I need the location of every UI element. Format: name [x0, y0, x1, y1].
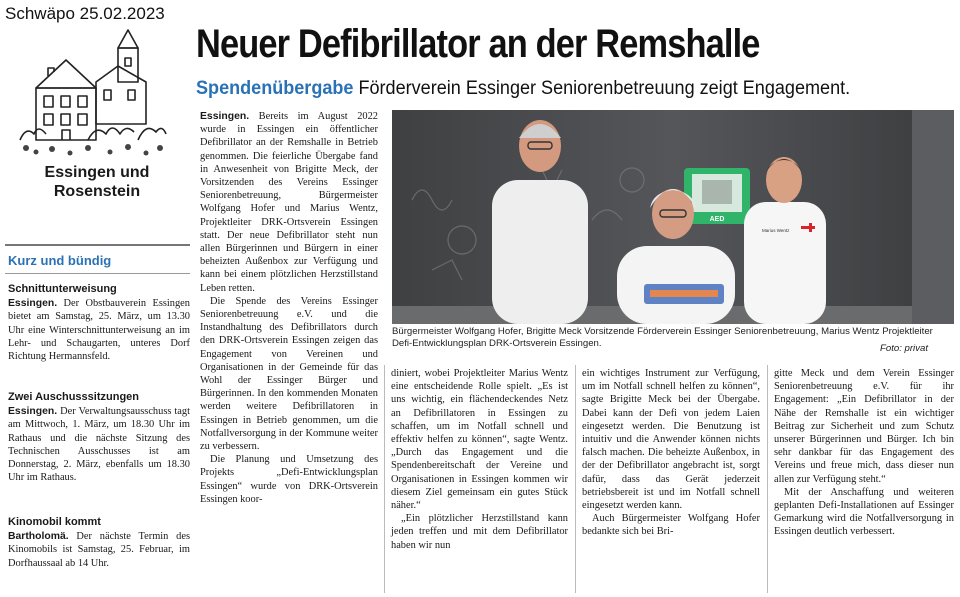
article-paragraph: ein wichtiges Instrument zur Verfügung, um im Notfall schnell helfen zu können“, sagte Brigitte Meck bei der Übergabe. Dabei kann der Defi von jedem Laien eingesetzt werden. Die Benutzung ist intuitiv und die Anwender können nichts falsch machen. Die beheizte Außenbox, in der der Defibrillator angebracht ist, sorgt dafür, dass das Gerät jederzeit betriebsbereit ist und im Notfall schnell eingesetzt werden kann. [582, 368, 760, 512]
photo-caption: Bürgermeister Wolfgang Hofer, Brigitte Meck Vorsitzende Förderverein Essinger Seniorenbetreuung, Marius Wentz Projektleiter Defi-Entwicklungsplan DRK-Ortsverein Essingen. [392, 326, 933, 349]
town-name [2, 163, 192, 201]
brief-place: Essingen. [8, 298, 58, 310]
photo-credit: Foto: privat [880, 343, 928, 354]
article-column-2 [391, 367, 568, 552]
brief-title: Kinomobil kommt [8, 516, 101, 528]
column-rule [384, 365, 385, 593]
brief-text: Der Verwaltungsausschuss tagt am Mittwoch, 1. März, um 18.30 Uhr im Rathaus und die nächste Sitzung des Technischen Ausschusses ist am Donnerstag, 2. März, ebenfalls um 18.30 Uhr im Rathaus. [8, 406, 190, 484]
column-rule [767, 365, 768, 593]
brief-text: Der Obstbauverein Essingen bietet am Samstag, 25. März, um 13.30 Uhr eine Winterschnittunterweisung an im Lehr- und Schaugarten, unteres Dorf Richtung Hermannsfeld. [8, 298, 190, 363]
article-place: Essingen. [200, 111, 250, 122]
headline: Neuer Defibrillator an der Remshalle [196, 22, 760, 66]
article-paragraph: „Ein plötzlicher Herzstillstand kann jeden treffen und mit dem Defibrillator haben wir nun [391, 513, 568, 551]
shirt-name-text: Marius Wentz [762, 228, 790, 233]
brief-item [8, 516, 190, 570]
article-column-3 [582, 367, 760, 539]
brief-item [8, 283, 190, 363]
article-paragraph: Bereits im August 2022 wurde in Essingen ein öffentlicher Defibrillator an der Remshalle in Betrieb genommen. Die feierliche Übergabe fand in Anwesenheit von Brigitte Meck, der Vorsitzenden des Vereins Essinger Seniorenbetreuung, Bürgermeister Wolfgang Hofer und Marius Wentz, Projektleiter DRK-Ortsverein Essingen statt. Der neue Defibrillator steht nun allen Bürgerinnen und Bürgern in einer beheizten Außenbox zur Verfügung und kann bei einem plötzlichen Herzstillstand Leben retten. [200, 111, 378, 294]
article-photo [392, 110, 954, 324]
subline-kicker: Spendenübergabe [196, 78, 354, 99]
article-column-4 [774, 367, 954, 539]
article-paragraph: Die Planung und Umsetzung des Projekts „Defi-Entwicklungsplan Essingen“ wurde von DRK-Ortsverein Essingen koor- [200, 454, 378, 505]
divider [5, 244, 190, 246]
brief-title: Zwei Auschusssitzungen [8, 391, 140, 403]
article-paragraph: Die Spende des Vereins Essinger Seniorenbetreuung e.V. und die Instandhaltung des Defibrillators durch den DRK-Ortsverein Essingen zeigen das Engagement von Vereinen und Organisationen in der Gemeinde für das Wohl der Essinger Bürger und Bürgerinnen. In den kommenden Monaten werden weitere Defibrillatoren in Essingen in Betrieb genommen, um die Notfallversorgung in der Kommune weiter zu verbessern. [200, 295, 378, 453]
subline-text: Förderverein Essinger Seniorenbetreuung zeigt Engagement. [358, 78, 851, 99]
brief-text: Der nächste Termin des Kinomobils ist Samstag, 25. Februar, im Dorfhaussaal ab 14 Uhr. [8, 531, 190, 569]
town-name-line2: Rosenstein [53, 183, 141, 200]
kurz-und-buendig-title: Kurz und bündig [8, 253, 112, 268]
article-column-1 [200, 110, 378, 506]
column-rule [575, 365, 576, 593]
article-paragraph: diniert, wobei Projektleiter Marius Wentz eine entscheidende Rolle spielt. „Es ist uns wichtig, ein flächendeckendes Netz an Defibrillatoren in Essingen zu schaffen, um im Notfall schnell und effektiv helfen zu können“, sagte Wentz. „Durch das Engagement und die Spendenbereitschaft der Vereine und Organisationen in Essingen kommen wir diesem Ziel gemeinsam ein gutes Stück näher.“ [391, 368, 568, 512]
brief-place: Bartholomä. [8, 531, 69, 543]
town-name-line1: Essingen und [44, 164, 150, 181]
brief-title: Schnittunterweisung [8, 283, 117, 295]
brief-place: Essingen. [8, 406, 58, 418]
brief-item [8, 391, 190, 484]
source-line: Schwäpo 25.02.2023 [5, 4, 165, 23]
town-sketch-icon [18, 28, 168, 165]
divider [5, 273, 190, 274]
subline [196, 78, 850, 100]
article-paragraph: Mit der Anschaffung und weiteren geplanten Defi-Installationen auf Essinger Gemarkung wird die Notfallversorgung in Essingen deutlich verbessert. [774, 486, 954, 538]
article-paragraph: Auch Bürgermeister Wolfgang Hofer bedankte sich bei Bri- [582, 513, 760, 538]
aed-label: AED [709, 216, 725, 223]
article-paragraph: gitte Meck und dem Verein Essinger Seniorenbetreuung e.V. für ihr Engagement: „Ein Defibrillator in der Nähe der Remshalle ist ein wichtiger Beitrag zur Sicherheit und zum Schutz unserer Bürgerinnen und Bürger. Ich bin sehr dankbar für das Engagement des Vereins und freue mich, dass dieser nun allen zur Verfügung steht.“ [774, 368, 954, 485]
